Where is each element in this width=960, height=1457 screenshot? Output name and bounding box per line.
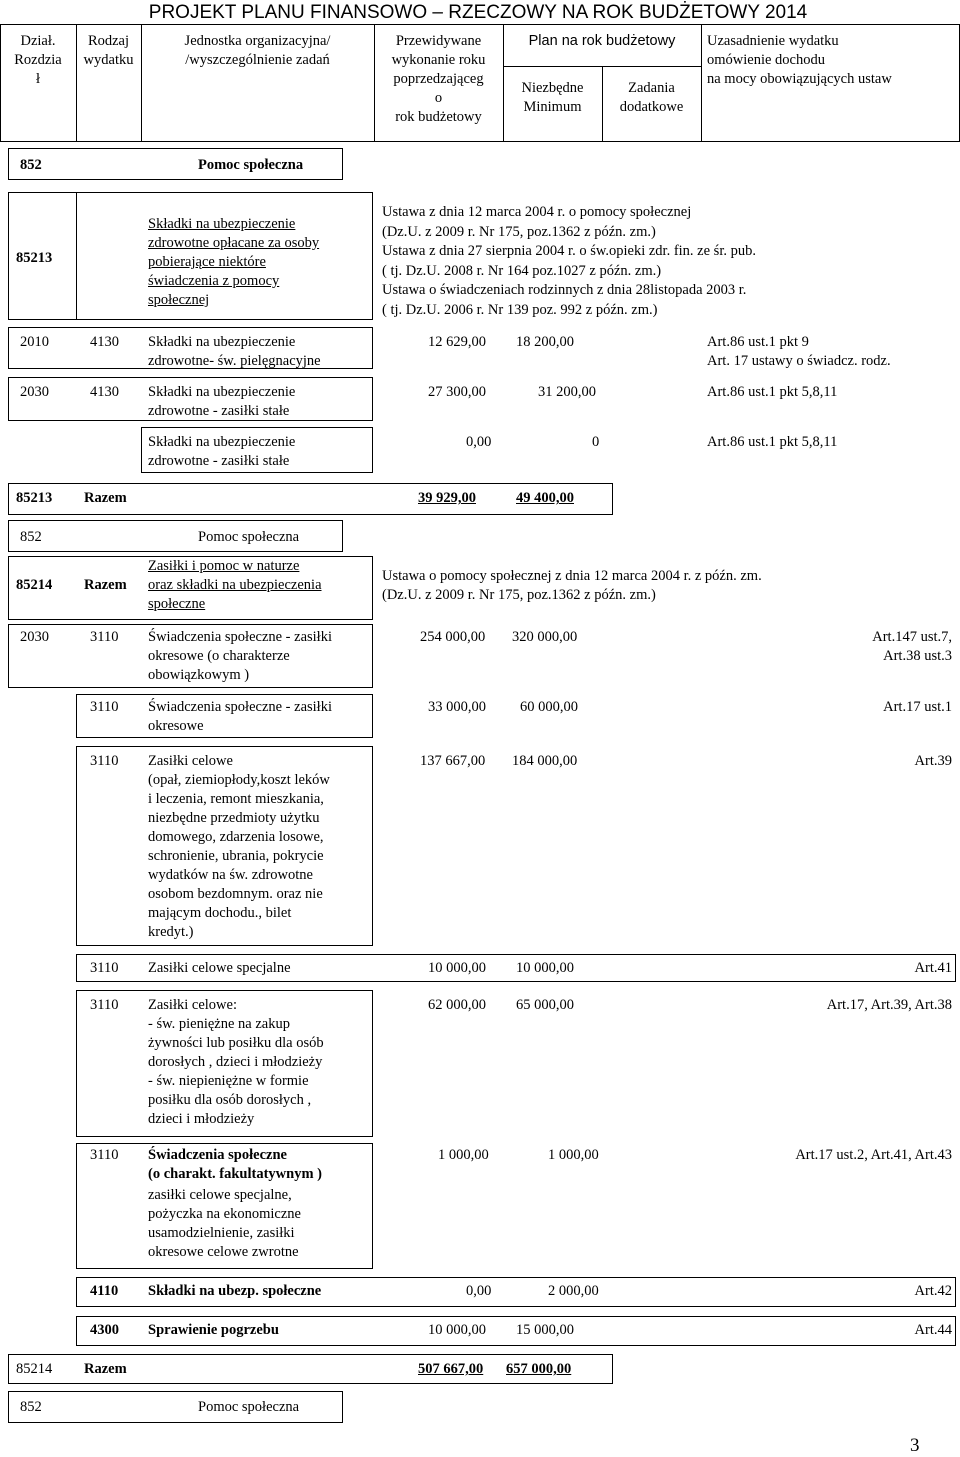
row-dzial: 2030	[20, 384, 49, 400]
total-code: 85214	[16, 1361, 53, 1377]
row-dzial: 2010	[20, 334, 49, 350]
header-dzial: Dział. Rozdzia ł	[14, 33, 62, 87]
row-prev: 10 000,00	[428, 1322, 486, 1338]
header-plan: Plan na rok budżetowy	[528, 33, 676, 49]
section1-laws: Ustawa z dnia 12 marca 2004 r. o pomocy społecznej (Dz.U. z 2009 r. Nr 175, poz.1362 z późn. zm.) Ustawa z dnia 27 sierpnia 2004 r. o św.opieki zdr. fin. ze śr. pub. ( tj. Dz.U. 2008 r. Nr 164 poz.1027 z późn. zm.) Ustawa o świadczeniach rodzinnych z dnia 28listopada 2003 r. ( tj. Dz.U. 2006 r. Nr 139 poz. 992 z późn. zm.)	[382, 204, 756, 318]
row-uzasadnienie: Art.44	[914, 1322, 952, 1338]
total-label: Razem	[84, 1361, 127, 1377]
row-rodzaj: 3110	[90, 753, 119, 769]
section2-rozdzial: 85214	[16, 577, 53, 593]
total-min: 657 000,00	[506, 1361, 572, 1377]
section2-laws: Ustawa o pomocy społecznej z dnia 12 marca 2004 r. z późn. zm. (Dz.U. z 2009 r. Nr 175, poz.1362 z późn. zm.)	[382, 568, 762, 603]
row-desc: Sprawienie pogrzebu	[148, 1322, 279, 1338]
row-min: 320 000,00	[512, 629, 578, 645]
total-min: 49 400,00	[516, 490, 574, 506]
row-uzasadnienie: Art.86 ust.1 pkt 5,8,11	[707, 434, 838, 450]
row-desc: Składki na ubezpieczenie zdrowotne - zasiłki stałe	[148, 434, 296, 469]
header-rodzaj: Rodzaj wydatku	[83, 33, 134, 68]
row-min: 60 000,00	[520, 699, 578, 715]
section1-rozdzial: 85213	[16, 250, 53, 266]
section1-name: Pomoc społeczna	[198, 157, 304, 173]
section2-code: 852	[20, 529, 42, 545]
row-prev: 1 000,00	[438, 1147, 489, 1163]
row-uzasadnienie: Art.17, Art.39, Art.38	[826, 997, 952, 1013]
row-desc: Zasiłki celowe: - św. pieniężne na zakup żywności lub posiłku dla osób dorosłych , dzieci i młodzieży - św. niepieniężne w formie posiłku dla osób dorosłych , dzieci i młodzieży	[148, 997, 324, 1127]
row-prev: 254 000,00	[420, 629, 486, 645]
row-desc: Świadczenia społeczne (o charakt. fakultatywnym )	[148, 1147, 322, 1182]
row-desc: Składki na ubezp. społeczne	[148, 1283, 322, 1299]
row-uzasadnienie: Art.17 ust.1	[883, 699, 952, 715]
row-uzasadnienie: Art.39	[914, 753, 952, 769]
row-uzasadnienie: Art.17 ust.2, Art.41, Art.43	[795, 1147, 952, 1163]
row-uzasadnienie: Art.42	[914, 1283, 952, 1299]
section1-title: Składki na ubezpieczenie zdrowotne opłacane za osoby pobierające niektóre świadczenia z pomocy społecznej	[148, 216, 320, 308]
row-rodzaj: 4110	[90, 1283, 119, 1299]
section2-name: Pomoc społeczna	[198, 529, 300, 545]
row-min: 2 000,00	[548, 1283, 599, 1299]
row-prev: 10 000,00	[428, 960, 486, 976]
row-min: 31 200,00	[538, 384, 596, 400]
row-prev: 0,00	[466, 1283, 492, 1299]
row-rodzaj: 4130	[90, 384, 119, 400]
page-title: PROJEKT PLANU FINANSOWO – RZECZOWY NA ROK BUDŻETOWY 2014	[148, 2, 808, 23]
row-uzasadnienie: Art.147 ust.7, Art.38 ust.3	[872, 629, 952, 664]
row-prev: 0,00	[466, 434, 492, 450]
row-prev: 12 629,00	[428, 334, 486, 350]
header-dodatkowe: Zadania dodatkowe	[619, 80, 684, 115]
header-jednostka: Jednostka organizacyjna/ /wyszczególnienie zadań	[184, 33, 331, 68]
row-rodzaj: 3110	[90, 997, 119, 1013]
page-number: 3	[910, 1435, 920, 1456]
header-uzasadnienie: Uzasadnienie wydatku omówienie dochodu na mocy obowiązujących ustaw	[707, 33, 892, 87]
row-rodzaj: 3110	[90, 960, 119, 976]
header-minimum: Niezbędne Minimum	[521, 80, 584, 115]
row-desc: Zasiłki celowe specjalne	[148, 960, 291, 976]
row-desc: Świadczenia społeczne - zasiłki okresowe (o charakterze obowiązkowym )	[148, 629, 332, 683]
total-prev: 507 667,00	[418, 1361, 484, 1377]
row-prev: 137 667,00	[420, 753, 486, 769]
row-min: 65 000,00	[516, 997, 574, 1013]
header-przewidywane: Przewidywane wykonanie roku poprzedzająceg o rok budżetowy	[391, 33, 486, 125]
section3-code: 852	[20, 1399, 42, 1415]
section3-name: Pomoc społeczna	[198, 1399, 300, 1415]
row-desc: Składki na ubezpieczenie zdrowotne - zasiłki stałe	[148, 384, 296, 419]
total-code: 85213	[16, 490, 53, 506]
row-desc: Zasiłki celowe (opał, ziemiopłody,koszt leków i leczenia, remont mieszkania, niezbędne przedmioty użytku domowego, zdarzenia losowe, schronienie, ubrania, pokrycie wydatków na św. zdrowotne osobom bezdomnym. oraz nie mającym dochodu., bilet kredyt.)	[148, 753, 330, 940]
total-prev: 39 929,00	[418, 490, 476, 506]
row-min: 184 000,00	[512, 753, 578, 769]
row-desc-detail: zasiłki celowe specjalne, pożyczka na ekonomiczne usamodzielnienie, zasiłki okresowe celowe zwrotne	[148, 1187, 301, 1260]
row-min: 10 000,00	[516, 960, 574, 976]
row-rodzaj: 3110	[90, 1147, 119, 1163]
row-desc: Świadczenia społeczne - zasiłki okresowe	[148, 699, 332, 734]
row-rodzaj: 4130	[90, 334, 119, 350]
row-rodzaj: 4300	[90, 1322, 119, 1338]
row-rodzaj: 3110	[90, 699, 119, 715]
row-min: 18 200,00	[516, 334, 574, 350]
row-min: 15 000,00	[516, 1322, 574, 1338]
row-prev: 62 000,00	[428, 997, 486, 1013]
row-prev: 33 000,00	[428, 699, 486, 715]
row-prev: 27 300,00	[428, 384, 486, 400]
row-min: 1 000,00	[548, 1147, 599, 1163]
section1-code: 852	[20, 157, 42, 173]
section2-title: Zasiłki i pomoc w naturze oraz składki na ubezpieczenia społeczne	[148, 558, 322, 612]
row-min: 0	[592, 434, 600, 450]
row-uzasadnienie: Art.86 ust.1 pkt 9 Art. 17 ustawy o świadcz. rodz.	[707, 334, 891, 369]
row-rodzaj: 3110	[90, 629, 119, 645]
row-desc: Składki na ubezpieczenie zdrowotne- św. pielęgnacyjne	[148, 334, 321, 369]
section2-label: Razem	[84, 577, 127, 593]
row-uzasadnienie: Art.86 ust.1 pkt 5,8,11	[707, 384, 838, 400]
total-label: Razem	[84, 490, 127, 506]
row-uzasadnienie: Art.41	[914, 960, 952, 976]
row-dzial: 2030	[20, 629, 49, 645]
